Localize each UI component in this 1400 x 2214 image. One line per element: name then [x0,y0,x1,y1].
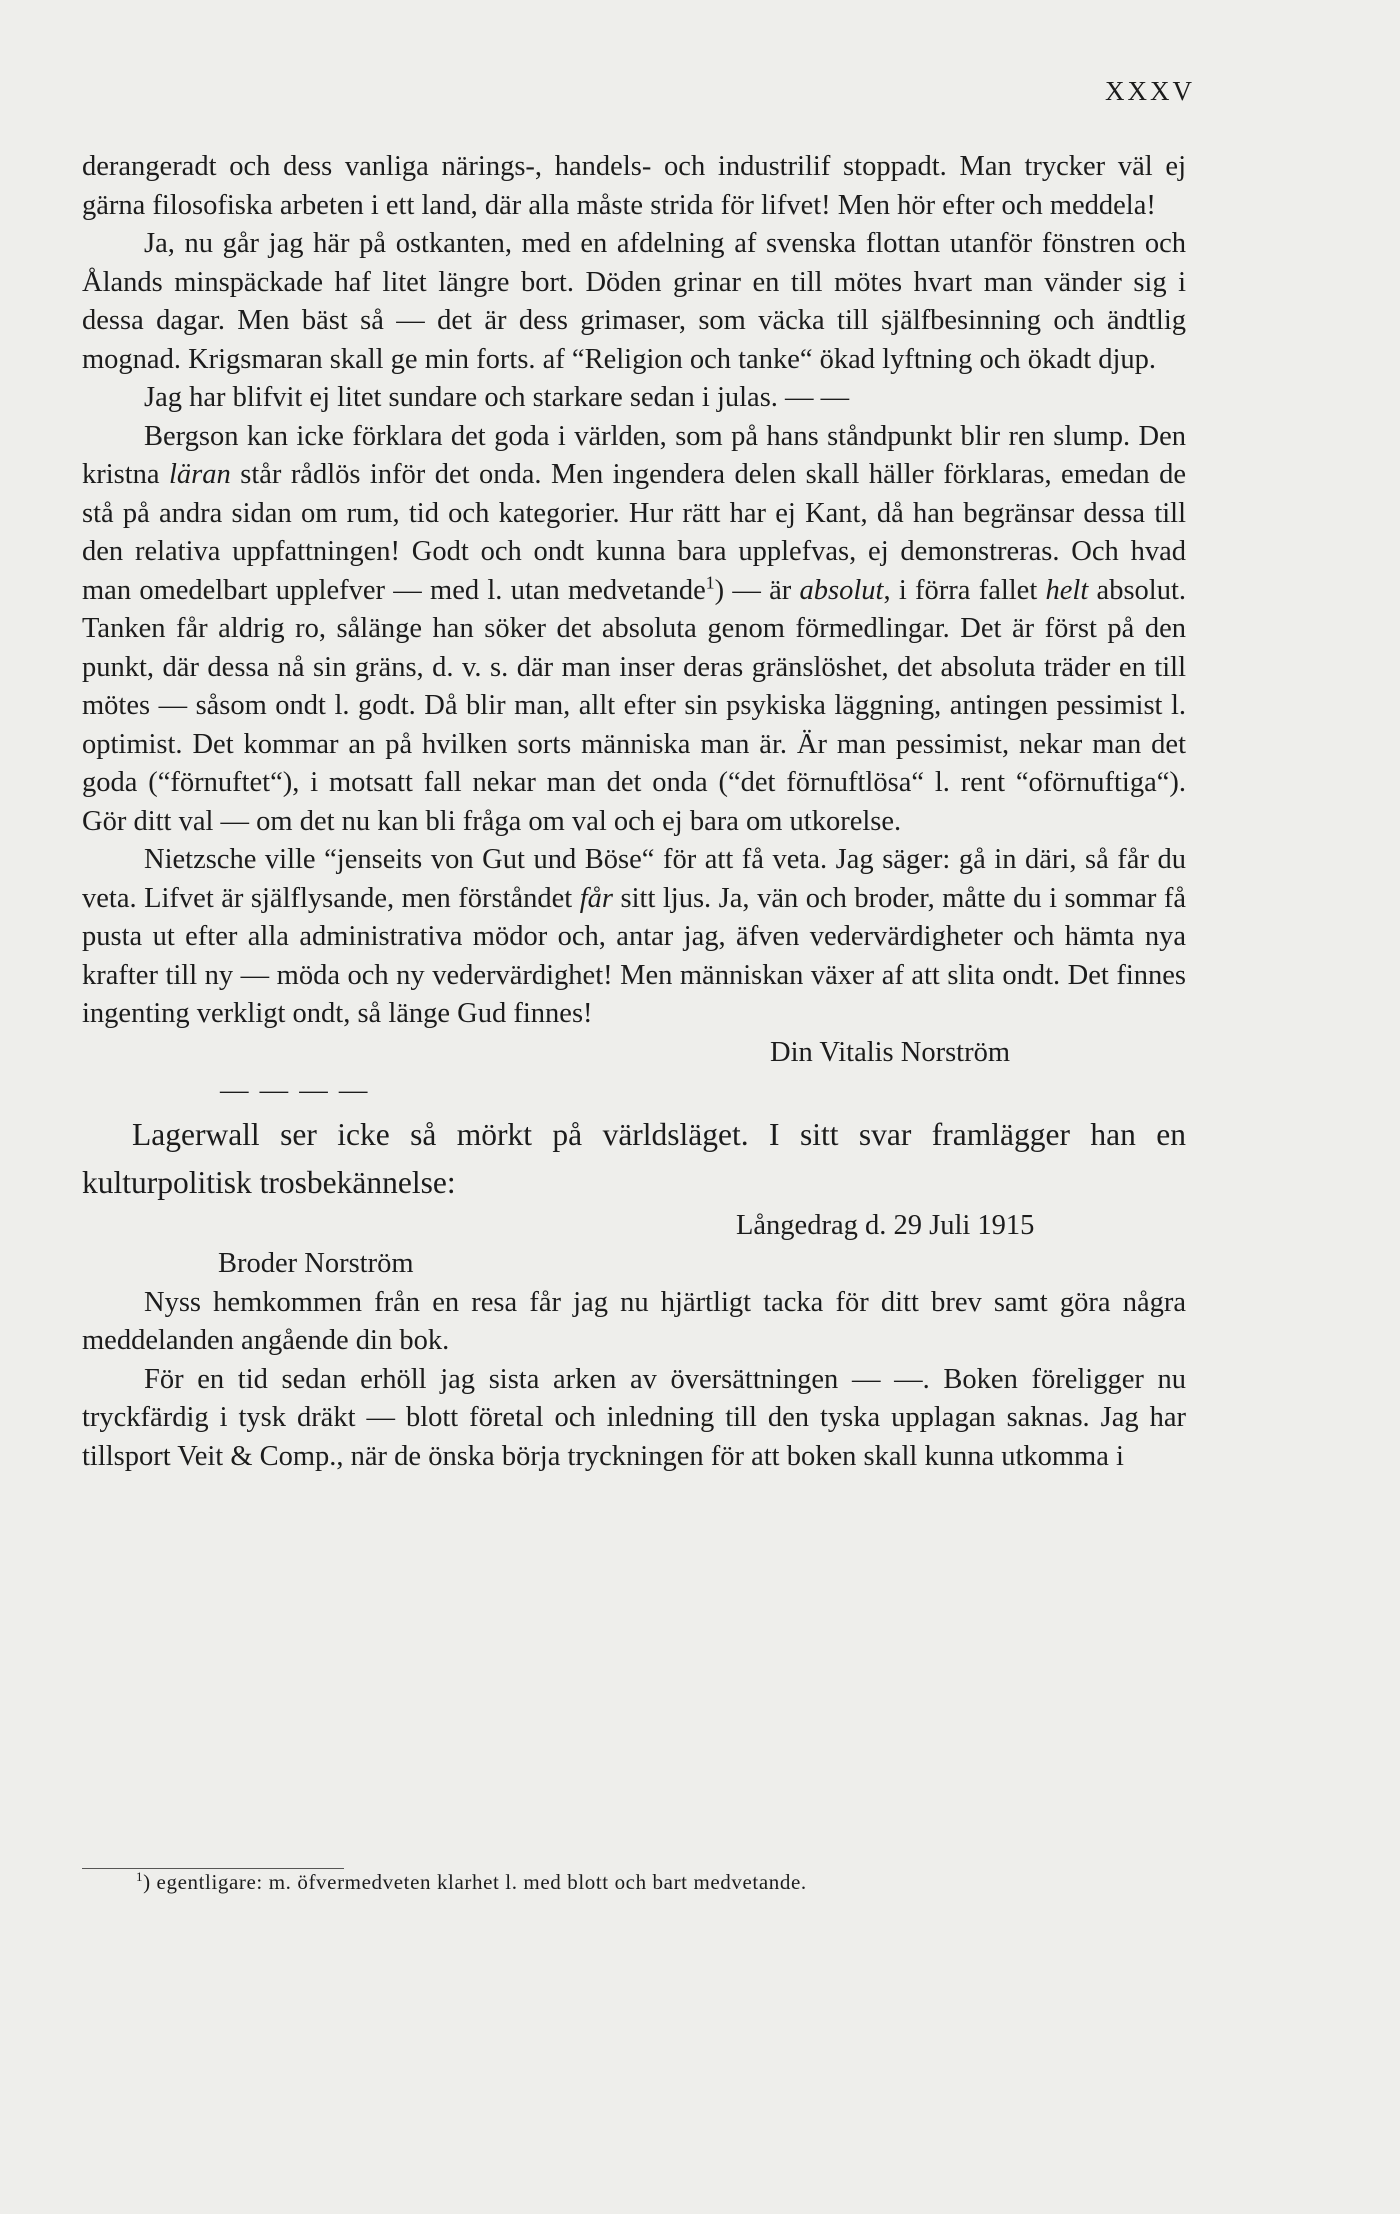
page-number: XXXV [1105,76,1195,106]
footnote [136,1870,1186,1895]
paragraph: För en tid sedan erhöll jag sista arken av översättningen — —. Boken föreligger nu tryckfärdig i tysk dräkt — blott företal och inledning till den tyska upplagan saknas. Jag har tillsport Veit & Comp., när de önska börja tryckningen för att boken skall kunna utkomma i [82,1363,1186,1472]
paragraph: Nietzsche ville “jenseits von Gut und Böse“ för att få veta. Jag säger: gå in däri, så får du veta. Lifvet är själflysande, men förståndet får sitt ljus. Ja, vän och broder, måtte du i sommar få pusta ut efter alla administrativa mödor och, antar jag, äfven vedervärdigheter och hämta nya krafter till ny — möda och ny vedervärdighet! Men människan växer af att slita ondt. Det finnes ingenting verkligt ondt, så länge Gud finnes! [82,844,1187,1029]
paragraph: Nyss hemkommen från en resa får jag nu hjärtligt tacka för ditt brev samt göra några meddelanden angående din bok. [82,1286,1186,1356]
letter-salutation: Broder Norström [218,1248,414,1279]
paragraph: derangeradt och dess vanliga närings-, handels- och industrilif stoppadt. Man trycker väl ej gärna filosofiska arbeten i ett land, där alla måste strida för lifvet! Men hör efter och meddela! [82,151,1186,221]
footnote-marker: 1 [136,1869,144,1884]
signature: Din Vitalis Norström [770,1036,1011,1068]
footnote-text: ) egentligare: m. öfvermedveten klarhet l. med blott och bart medvetande. [143,1870,807,1894]
body-text [82,148,1186,1476]
footnote-reference: 1 [705,572,715,592]
letter-dateline: Långedrag d. 29 Juli 1915 [736,1209,1035,1241]
paragraph: Ja, nu går jag här på ostkanten, med en afdelning af svenska flottan utanför fönstren och Ålands minspäckade haf litet längre bort. Döden grinar en till mötes hvart man vänder sig i dessa dagar. Men bäst så — det är dess grimaser, som väcka till själfbesinning och ändtlig mognad. Krigsmaran skall ge min forts. af “Religion och tanke“ ökad lyftning och ökadt djup. [82,228,1186,375]
paragraph: Jag har blifvit ej litet sundare och starkare sedan i julas. — — [144,382,850,413]
section-separator: — — — — [220,1075,370,1106]
footnote-rule [82,1868,344,1869]
editorial-intro: Lagerwall ser icke så mörkt på världsläget. I sitt svar framlägger han en kulturpolitisk trosbekännelse: [82,1116,1186,1200]
paragraph: Bergson kan icke förklara det goda i världen, som på hans ståndpunkt blir ren slump. Den kristna läran står rådlös inför det onda. Men ingendera delen skall häller förklaras, emedan de stå på andra sidan om rum, tid och kategorier. Hur rätt har ej Kant, då han begränsar dessa till den relativa uppfattningen! Godt och ondt kunna bara upplefvas, ej demonstreras. Och hvad man omedelbart upplefver — med l. utan medvetande$^1$) — är absolut, i förra fallet helt absolut. Tanken får aldrig ro, sålänge han söker det absoluta genom förmedlingar. Det är först på den punkt, där dessa nå sin gräns, d. v. s. där man inser deras gränslöshet, det absoluta träder en till mötes — såsom ondt l. godt. Då blir man, allt efter sin psykiska läggning, antingen pessimist l. optimist. Det kommar an på hvilken sorts människa man är. Är man pessimist, nekar man det goda (“förnuftet“), i motsatt fall nekar man det onda (“det förnuftlösa“ l. rent “oförnuftiga“). Gör ditt val — om det nu kan bli fråga om val och ej bara om utkorelse. [82,420,1187,837]
